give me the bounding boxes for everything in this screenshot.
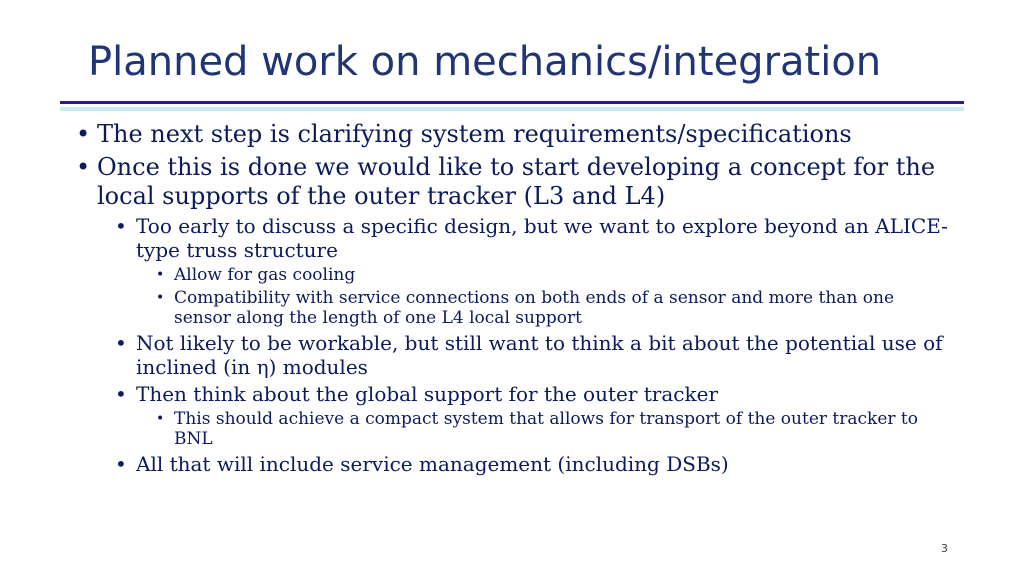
title-divider-light bbox=[60, 107, 964, 111]
sub-bullet-item: • All that will include service management (including DSBs) bbox=[115, 452, 956, 476]
title-divider-dark bbox=[60, 101, 964, 104]
bullet-item: • Once this is done we would like to start developing a concept for the local supports of the outer tracker (L3 and L4) bbox=[76, 153, 956, 211]
sub-sub-bullet-item: • This should achieve a compact system that allows for transport of the outer tracker to BNL bbox=[154, 409, 956, 449]
slide-title: Planned work on mechanics/integration bbox=[88, 39, 882, 85]
page-number: 3 bbox=[941, 542, 948, 555]
sub-bullet-item: • Too early to discuss a specific design, but we want to explore beyond an ALICE-type truss structure bbox=[115, 214, 956, 262]
sub-bullet-item: • Not likely to be workable, but still want to think a bit about the potential use of inclined (in η) modules bbox=[115, 331, 956, 379]
bullet-item: • The next step is clarifying system requirements/specifications bbox=[76, 120, 956, 149]
sub-sub-bullet-item: • Compatibility with service connections on both ends of a sensor and more than one sensor along the length of one L4 local support bbox=[154, 288, 956, 328]
sub-sub-bullet-item: • Allow for gas cooling bbox=[154, 265, 956, 285]
sub-bullet-item: • Then think about the global support for the outer tracker bbox=[115, 382, 956, 406]
bullet-list bbox=[76, 120, 956, 476]
